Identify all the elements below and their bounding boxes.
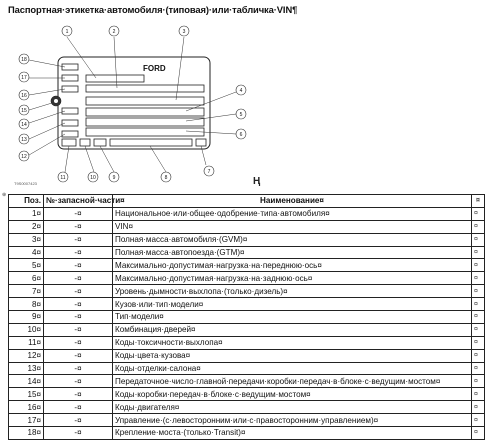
row-part-number: -¤ (44, 336, 113, 349)
table-row (9, 233, 485, 246)
header-part-number: №·запасной·части¤ (44, 195, 113, 208)
row-part-number: -¤ (44, 375, 113, 388)
row-end-mark: ¤ (472, 207, 485, 220)
callout-3: 3 (182, 29, 186, 35)
table-row (9, 362, 485, 375)
row-pos: 15¤ (9, 388, 44, 401)
row-pos: 5¤ (9, 259, 44, 272)
vin-plate-figure (0, 0, 500, 195)
row-part-number: -¤ (44, 414, 113, 427)
row-name: Коды·токсичности·выхлопа¤ (113, 336, 472, 349)
row-end-mark: ¤ (472, 349, 485, 362)
row-end-mark: ¤ (472, 401, 485, 414)
table-row (9, 259, 485, 272)
row-part-number: -¤ (44, 220, 113, 233)
callout-18: 18 (21, 57, 27, 63)
plate-field-smoke (196, 139, 206, 146)
vin-plate-diagram (0, 0, 500, 195)
plate-field-gtm (86, 108, 204, 116)
row-end-mark: ¤ (472, 427, 485, 440)
plate-field-gvm (86, 97, 204, 105)
row-end-mark: ¤ (472, 375, 485, 388)
callout-11: 11 (60, 175, 66, 181)
plate-field-vin (86, 85, 204, 92)
row-name: Коды·коробки·передач·в·блоке·с·ведущим·мостом¤ (113, 388, 472, 401)
callout-14: 14 (21, 122, 27, 128)
row-pos: 13¤ (9, 362, 44, 375)
row-part-number: -¤ (44, 427, 113, 440)
row-name: Максимально·допустимая·нагрузка·на·заднюю·ось¤ (113, 272, 472, 285)
table-row (9, 427, 485, 440)
row-name: Коды·отделки·салона¤ (113, 362, 472, 375)
callout-17: 17 (21, 75, 27, 81)
row-name: Крепление·моста·(только·Transit)¤ (113, 427, 472, 440)
plate-field-front-axle (86, 118, 204, 126)
row-part-number: -¤ (44, 233, 113, 246)
header-name: Наименование¤ (113, 195, 472, 208)
table-body (9, 207, 485, 439)
plate-field-body (110, 139, 192, 146)
row-pos: 6¤ (9, 272, 44, 285)
row-end-mark: ¤ (472, 259, 485, 272)
row-pos: 2¤ (9, 220, 44, 233)
row-name: Кузов·или·тип·модели¤ (113, 298, 472, 311)
figure-code: T9S0007423 (14, 181, 37, 186)
table-row (9, 220, 485, 233)
row-part-number: -¤ (44, 298, 113, 311)
row-name: Максимально·допустимая·нагрузка·на·переднюю·ось¤ (113, 259, 472, 272)
callout-8: 8 (164, 175, 168, 181)
callout-4: 4 (239, 88, 243, 94)
row-pos: 17¤ (9, 414, 44, 427)
callout-15: 15 (21, 108, 27, 114)
parts-table (8, 194, 485, 440)
callout-5: 5 (239, 112, 243, 118)
row-name: Национальное·или·общее·одобрение·типа·автомобиля¤ (113, 207, 472, 220)
callout-16: 16 (21, 93, 27, 99)
callout-7: 7 (207, 169, 211, 175)
row-pos: 9¤ (9, 311, 44, 324)
row-part-number: -¤ (44, 349, 113, 362)
table-row (9, 298, 485, 311)
table-row (9, 272, 485, 285)
row-name: Тип·модели¤ (113, 311, 472, 324)
table-row (9, 388, 485, 401)
row-end-mark: ¤ (472, 311, 485, 324)
row-end-mark: ¤ (472, 362, 485, 375)
row-end-mark: ¤ (472, 220, 485, 233)
row-pos: 14¤ (9, 375, 44, 388)
row-pos: 4¤ (9, 246, 44, 259)
table-row (9, 323, 485, 336)
row-pos: 18¤ (9, 427, 44, 440)
row-part-number: -¤ (44, 272, 113, 285)
callout-9: 9 (112, 175, 116, 181)
row-end-mark: ¤ (472, 246, 485, 259)
table-row (9, 246, 485, 259)
row-pos: 8¤ (9, 298, 44, 311)
table-header-row (9, 195, 485, 208)
text-cursor-icon: Ң (253, 176, 261, 187)
document-heading: Паспортная·этикетка·автомобиля·(типовая)·или·табличка·VIN¶ (8, 4, 298, 15)
table-move-handle-icon[interactable]: ⊕ (2, 192, 7, 198)
row-pos: 12¤ (9, 349, 44, 362)
plate-field-paint (62, 131, 78, 137)
row-pos: 1¤ (9, 207, 44, 220)
plate-field-emission (62, 139, 76, 146)
plate-field-doors (80, 139, 90, 146)
row-end-mark: ¤ (472, 388, 485, 401)
plate-field-rear-axle (86, 128, 204, 136)
header-end-mark: ¤ (472, 195, 485, 208)
callout-10: 10 (90, 175, 96, 181)
table-row (9, 349, 485, 362)
table-row (9, 401, 485, 414)
row-end-mark: ¤ (472, 298, 485, 311)
row-part-number: -¤ (44, 207, 113, 220)
row-end-mark: ¤ (472, 414, 485, 427)
row-name: Передаточное·число·главной·передачи·коробки·передач·в·блоке·с·ведущим·мостом¤ (113, 375, 472, 388)
row-end-mark: ¤ (472, 272, 485, 285)
plate-brand: FORD (143, 64, 166, 73)
row-pos: 16¤ (9, 401, 44, 414)
callout-12: 12 (21, 154, 27, 160)
row-pos: 7¤ (9, 285, 44, 298)
row-part-number: -¤ (44, 362, 113, 375)
header-pos: Поз. (9, 195, 44, 208)
table-row (9, 414, 485, 427)
row-name: Коды·двигателя¤ (113, 401, 472, 414)
row-name: Комбинация·дверей¤ (113, 323, 472, 336)
callout-13: 13 (21, 137, 27, 143)
row-end-mark: ¤ (472, 285, 485, 298)
row-name: Полная·масса·автомобиля·(GVM)¤ (113, 233, 472, 246)
row-end-mark: ¤ (472, 336, 485, 349)
row-part-number: -¤ (44, 259, 113, 272)
row-end-mark: ¤ (472, 233, 485, 246)
table-row (9, 207, 485, 220)
table-row (9, 375, 485, 388)
row-pos: 11¤ (9, 336, 44, 349)
row-part-number: -¤ (44, 246, 113, 259)
row-name: Полная·масса·автопоезда·(GTM)¤ (113, 246, 472, 259)
row-part-number: -¤ (44, 311, 113, 324)
row-name: Управление·(с·левосторонним·или·с·правосторонним·управлением)¤ (113, 414, 472, 427)
table-row (9, 336, 485, 349)
callout-1: 1 (65, 29, 69, 35)
row-part-number: -¤ (44, 401, 113, 414)
row-part-number: -¤ (44, 323, 113, 336)
callout-2: 2 (112, 29, 116, 35)
row-part-number: -¤ (44, 285, 113, 298)
table-row (9, 311, 485, 324)
row-name: VIN¤ (113, 220, 472, 233)
row-name: Уровень·дымности·выхлопа·(только·дизель)¤ (113, 285, 472, 298)
row-pos: 10¤ (9, 323, 44, 336)
table-row (9, 285, 485, 298)
row-name: Коды·цвета·кузова¤ (113, 349, 472, 362)
plate-field-model-type (94, 139, 106, 146)
row-pos: 3¤ (9, 233, 44, 246)
row-end-mark: ¤ (472, 323, 485, 336)
callout-6: 6 (239, 132, 243, 138)
row-part-number: -¤ (44, 388, 113, 401)
